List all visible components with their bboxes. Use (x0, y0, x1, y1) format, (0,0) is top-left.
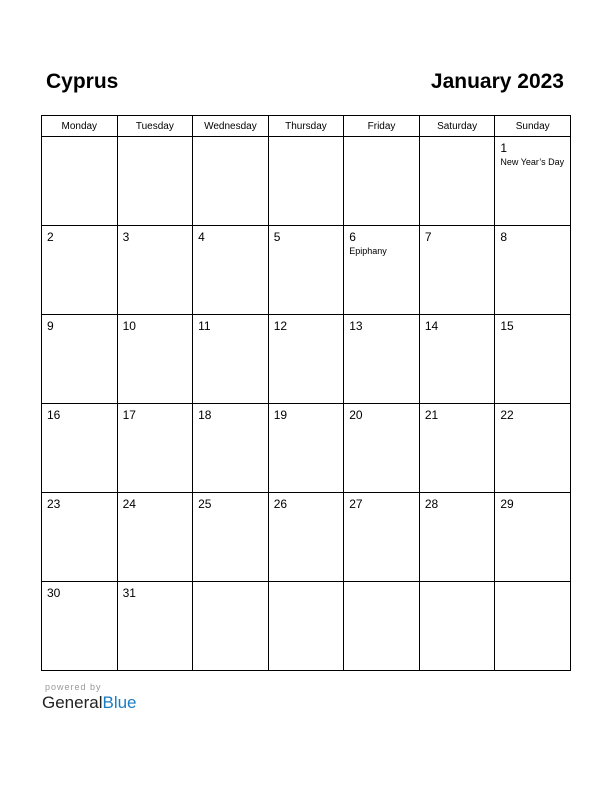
day-cell (495, 404, 571, 493)
day-cell (344, 493, 420, 582)
day-cell (193, 582, 269, 671)
weekday-friday: Friday (344, 116, 420, 137)
day-cell (344, 404, 420, 493)
day-cell (117, 404, 193, 493)
day-cell (268, 404, 344, 493)
day-cell (42, 137, 118, 226)
day-cell (495, 137, 571, 226)
day-number (193, 582, 268, 587)
week-row-1 (42, 137, 571, 226)
day-number: 13 (349, 319, 363, 333)
day-cell (193, 226, 269, 315)
week-row-4 (42, 404, 571, 493)
weekday-monday: Monday (42, 116, 118, 137)
day-cell (344, 582, 420, 671)
day-cell (419, 137, 495, 226)
weekday-wednesday: Wednesday (193, 116, 269, 137)
day-number: 19 (273, 408, 288, 422)
week-row-5 (42, 493, 571, 582)
powered-by-text: powered by (45, 682, 102, 692)
day-number (344, 137, 419, 142)
day-cell (42, 315, 118, 404)
day-number: 1 (500, 141, 508, 155)
day-cell (495, 493, 571, 582)
day-number: 25 (198, 497, 212, 511)
day-number: 24 (122, 497, 136, 511)
day-cell (495, 226, 571, 315)
day-number: 15 (500, 319, 514, 333)
day-number: 2 (47, 230, 54, 244)
day-number: 27 (349, 497, 363, 511)
day-number: 4 (198, 230, 205, 244)
country-title: Cyprus (46, 70, 119, 93)
day-cell (419, 226, 495, 315)
day-number: 30 (47, 586, 61, 600)
day-number: 21 (424, 408, 439, 422)
day-number (42, 137, 117, 142)
day-number: 12 (273, 319, 288, 333)
day-number: 9 (47, 319, 54, 333)
day-cell (268, 315, 344, 404)
day-cell (268, 582, 344, 671)
day-number: 6 (349, 230, 356, 244)
day-number (269, 582, 344, 587)
calendar-grid (41, 115, 571, 671)
day-cell (193, 493, 269, 582)
week-row-6 (42, 582, 571, 671)
day-cell (344, 137, 420, 226)
weekday-saturday: Saturday (419, 116, 495, 137)
brand-blue: Blue (102, 693, 137, 712)
day-number: 31 (122, 586, 136, 600)
day-number (420, 137, 495, 142)
day-number: 28 (424, 497, 439, 511)
brand-logo[interactable] (42, 693, 137, 713)
day-cell (42, 404, 118, 493)
day-number: 18 (198, 408, 212, 422)
day-cell (344, 226, 420, 315)
weekday-thursday: Thursday (268, 116, 344, 137)
day-number: 11 (198, 319, 211, 333)
day-number: 16 (47, 408, 61, 422)
day-cell (193, 315, 269, 404)
day-cell (42, 582, 118, 671)
day-cell (117, 137, 193, 226)
day-number: 5 (273, 230, 281, 244)
day-cell (193, 137, 269, 226)
day-number: 23 (47, 497, 61, 511)
day-cell (42, 226, 118, 315)
weekday-sunday: Sunday (495, 116, 571, 137)
day-cell (268, 226, 344, 315)
holiday-label: New Year’s Day (500, 157, 565, 167)
day-number: 14 (424, 319, 439, 333)
day-number: 3 (122, 230, 130, 244)
day-cell (495, 582, 571, 671)
day-number (420, 582, 495, 587)
day-cell (117, 226, 193, 315)
day-cell (419, 493, 495, 582)
day-cell (268, 493, 344, 582)
day-number: 7 (424, 230, 432, 244)
day-number: 8 (500, 230, 508, 244)
weekday-tuesday: Tuesday (117, 116, 193, 137)
day-cell (419, 315, 495, 404)
day-number: 26 (273, 497, 288, 511)
day-number (344, 582, 419, 587)
day-cell (419, 582, 495, 671)
day-number: 22 (500, 408, 514, 422)
day-number (495, 582, 570, 587)
day-cell (344, 315, 420, 404)
day-number: 10 (122, 319, 136, 333)
day-cell (117, 493, 193, 582)
day-cell (268, 137, 344, 226)
day-cell (117, 315, 193, 404)
day-number: 29 (500, 497, 514, 511)
day-cell (419, 404, 495, 493)
holiday-label: Epiphany (349, 246, 387, 256)
brand-general: General (42, 693, 103, 712)
month-year-title: January 2023 (430, 70, 564, 93)
day-cell (193, 404, 269, 493)
day-cell (495, 315, 571, 404)
day-number: 20 (349, 408, 363, 422)
day-number (269, 137, 344, 142)
week-row-2 (42, 226, 571, 315)
day-cell (117, 582, 193, 671)
day-number: 17 (122, 408, 136, 422)
day-cell (42, 493, 118, 582)
weekday-header-row (42, 116, 571, 137)
day-number (193, 137, 268, 142)
week-row-3 (42, 315, 571, 404)
day-number (118, 137, 193, 142)
